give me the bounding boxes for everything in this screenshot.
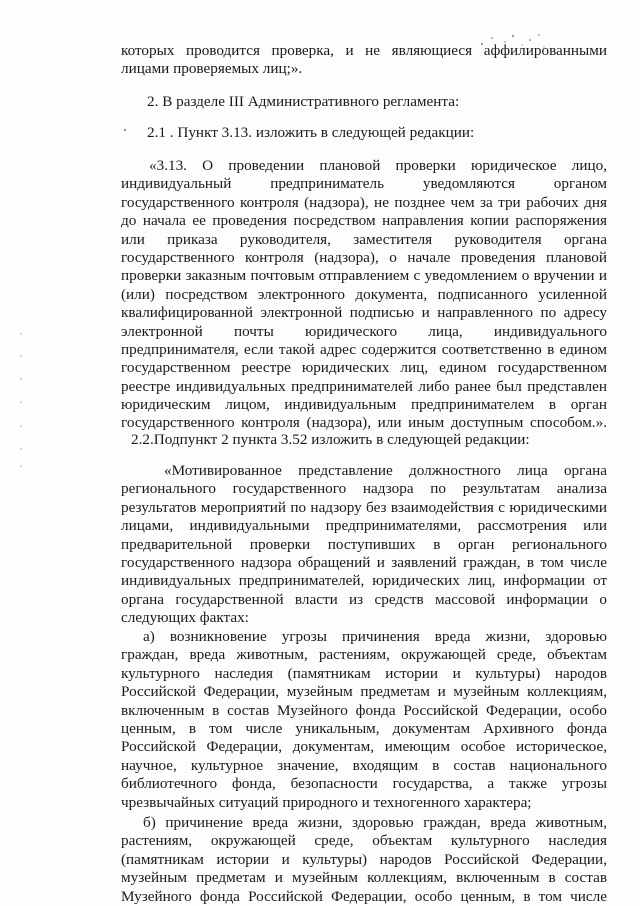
text-line: государственном реестре юридических лиц, едином государственном <box>121 359 607 377</box>
quote-point-3-13 <box>121 157 607 433</box>
text-line: органа государственной власти из средств массовой информации о <box>121 590 607 608</box>
text-line: «3.13. О проведении плановой проверки юридическое лицо, <box>149 157 607 174</box>
text-line: а) возникновение угрозы причинения вреда жизни, здоровью <box>143 628 607 645</box>
text-line: научное, культурное значение, входящим в состав национального <box>121 756 607 774</box>
text-line: лицами, индивидуальными предпринимателями, рассмотрения или <box>121 517 607 535</box>
text-line: государственного контроля (надзора), или иным доступным способом.». <box>121 414 607 432</box>
text-line: (памятникам истории и культуры) народов Российской Федерации, <box>121 850 607 868</box>
item-2-heading <box>121 93 607 111</box>
text-line: или приказа руководителя, заместителя руководителя органа <box>121 230 607 248</box>
text-line: ценным, в том числе уникальным, документам Архивного фонда <box>121 719 607 737</box>
text-line: музейным предметам и музейным коллекциям, включенным в состав <box>121 869 607 887</box>
text-line: включенным в состав Музейного фонда Российской Федерации, особо <box>121 701 607 719</box>
text-line: регионального государственного надзора по результатам анализа <box>121 480 607 498</box>
continuation-paragraph <box>121 42 607 79</box>
text-line: б) причинение вреда жизни, здоровью граждан, вреда животным, <box>143 814 607 831</box>
text-line: Российской Федерации, документам, имеющим особое историческое, <box>121 738 607 756</box>
text-line: «Мотивированное представление должностного лица органа <box>164 462 607 479</box>
text-line: культурного наследия (памятникам истории и культуры) народов <box>121 664 607 682</box>
text-line: 2.2.Подпункт 2 пункта 3.52 изложить в следующей редакции: <box>131 431 530 448</box>
text-line: предварительной проверки поступивших в орган регионального <box>121 535 607 553</box>
text-line: граждан, вреда животным, растениям, окружающей среде, объектам <box>121 646 607 664</box>
subitem-a <box>121 628 607 812</box>
text-line: библиотечного фонда, безопасности государства, а также угрозы <box>121 775 607 793</box>
text-line: квалифицированной электронной подписью и направленного по адресу <box>121 304 607 322</box>
text-line: которых проводится проверка, и не являющиеся аффилированными <box>121 42 607 59</box>
scan-edge-dots <box>18 330 24 470</box>
text-line: следующих фактах: <box>121 609 249 627</box>
text-line: лицами проверяемых лиц;». <box>121 60 303 78</box>
text-line: Российской Федерации, музейным предметам и музейным коллекциям, <box>121 683 607 701</box>
text-line: растениям, окружающей среде, объектам культурного наследия <box>121 832 607 850</box>
text-line: проверки заказным почтовым отправлением с уведомлением о вручении и <box>121 267 607 285</box>
quote-subpoint-2-point-3-52 <box>121 462 607 628</box>
text-line: государственного контроля (надзора), не позднее чем за три рабочих дня <box>121 193 607 211</box>
text-line: (или) посредством электронного документа, подписанного усиленной <box>121 285 607 303</box>
item-2-1-heading <box>121 124 607 142</box>
text-line: государственного надзора обращений и заявлений граждан, в том числе <box>121 553 607 571</box>
text-line: государственного контроля (надзора), о начале проведения плановой <box>121 248 607 266</box>
text-line: реестре индивидуальных предпринимателей либо ранее был представлен <box>121 377 607 395</box>
text-line: индивидуальный предприниматель уведомляются органом <box>121 175 607 193</box>
text-line: Музейного фонда Российской Федерации, особо ценным, в том числе <box>121 887 607 905</box>
text-line: 2. В разделе III Административного регламента: <box>147 93 460 110</box>
text-line: результатов мероприятий по надзору без взаимодействия с юридическими <box>121 498 607 516</box>
text-line: электронной почты юридического лица, индивидуального <box>121 322 607 340</box>
text-line: юридическим лицом, индивидуальным предпринимателем в орган <box>121 396 607 414</box>
text-line: чрезвычайных ситуаций природного и техногенного характера; <box>121 793 532 811</box>
text-line: до начала ее проведения посредством направления копии распоряжения <box>121 212 607 230</box>
text-line: 2.1 . Пункт 3.13. изложить в следующей редакции: <box>147 124 475 141</box>
text-line: индивидуальных предпринимателей, юридических лиц, информации от <box>121 572 607 590</box>
item-2-2-heading <box>121 431 607 449</box>
subitem-b <box>121 814 607 906</box>
text-line: предпринимателя, если такой адрес содержится соответственно в едином <box>121 340 607 358</box>
